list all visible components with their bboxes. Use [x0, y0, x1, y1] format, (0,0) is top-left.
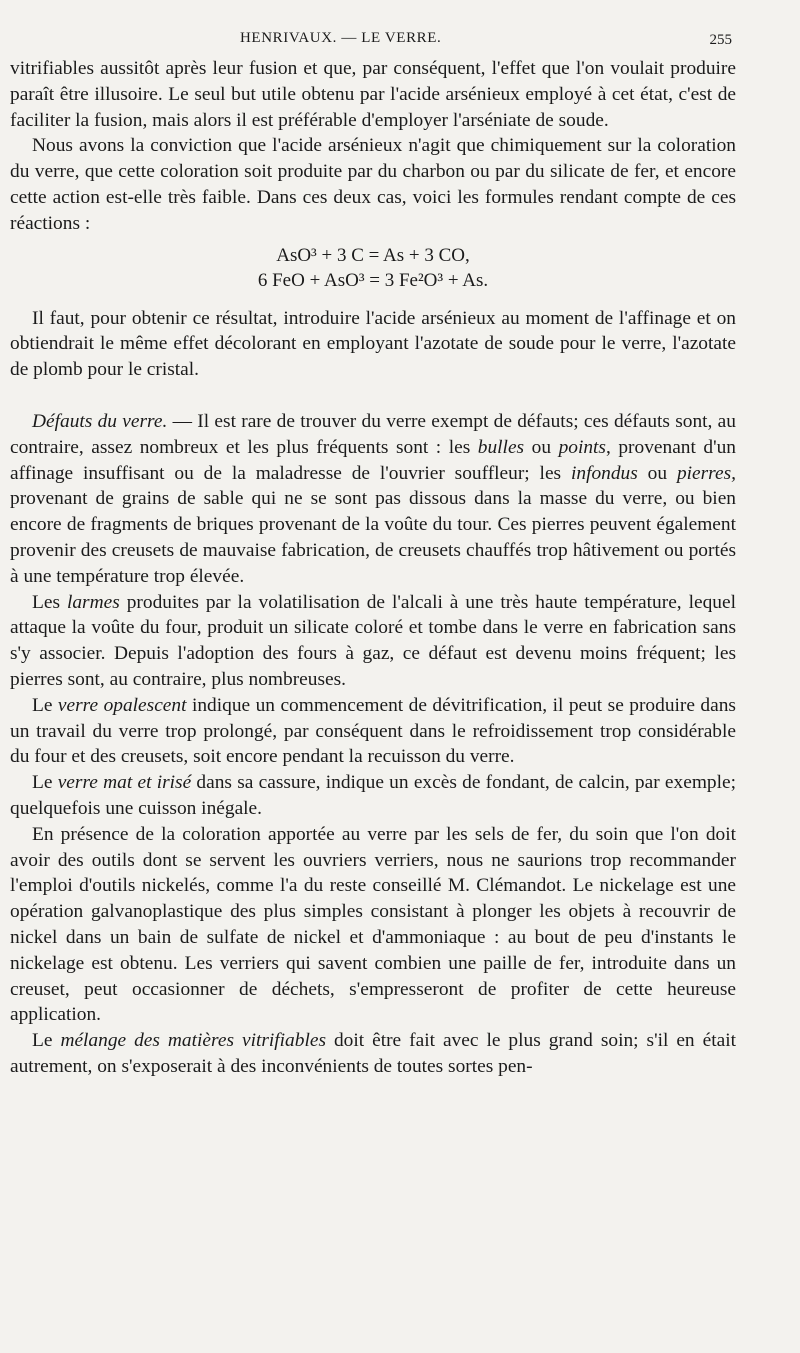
term-points: points — [558, 436, 606, 458]
paragraph-5 — [10, 590, 736, 693]
text-run: Les — [32, 591, 67, 613]
formula-block — [10, 243, 736, 294]
paragraph-6 — [10, 693, 736, 770]
text-run: doit être fait avec le plus grand soin; s'il en était autrement, on s'exposerait à des inconvénients de toutes sortes pen- — [10, 1030, 736, 1077]
text-run: , provenant d'un affinage insuffisant ou de la maladresse de l'ouvrier souffleur; les — [10, 436, 736, 484]
text-run: ou — [637, 462, 677, 484]
text-run: Le — [32, 1030, 61, 1052]
formula-1: AsO³ + 3 C = As + 3 CO, — [276, 244, 470, 266]
paragraph-2: Nous avons la conviction que l'acide arsénieux n'agit que chimiquement sur la coloration du verre, que cette coloration soit produite par du charbon ou par du silicate de fer, et encore cette action est-elle très faible. Dans ces deux cas, voici les formules rendant compte de ces réactions : — [10, 135, 736, 234]
formula-2: 6 FeO + AsO³ = 3 Fe²O³ + As. — [257, 270, 489, 292]
term-larmes: larmes — [66, 591, 120, 613]
paragraph-8: En présence de la coloration apportée au verre par les sels de fer, du soin que l'on doit avoir des outils dont se servent les ouvriers verriers, nous ne saurions trop recommander l'emploi d'outils nickelés, comme l'a du reste conseillé M. Clémandot. Le nickelage est une opération galvanoplastique des plus simples consistant à plonger les objets à recouvrir de nickel dans un bain de sulfate de nickel et d'ammoniaque : au bout de peu d'instants le nickelage est obtenu. Les verriers qui savent combien une paille de fer, introduite dans un creuset, peut occasionner de déchets, s'empresseront de profiter de cette heureuse application. — [10, 823, 736, 1026]
paragraph-7 — [10, 770, 736, 822]
page-number: 255 — [709, 32, 732, 48]
text-run: Le — [32, 694, 58, 716]
paragraph-9 — [10, 1028, 736, 1080]
text-run: indique un commencement de dévitrification, il peut se produire dans un travail du verre trop prolongé, par conséquent dans le refroidissement trop considérable du four et des creusets, soit encore pendant la recuisson du verre. — [10, 694, 736, 768]
page-header — [0, 26, 800, 50]
running-title: HENRIVAUX. — LE VERRE. — [240, 30, 442, 46]
paragraph-1: vitrifiables aussitôt après leur fusion et que, par conséquent, l'effet que l'on voulait produire paraît être illusoire. Le seul but utile obtenu par l'acide arsénieux employé à cet état, c'est de faciliter la fusion, mais alors il est préférable d'employer l'arséniate de soude. — [10, 58, 736, 131]
term-pierres: pierres, — [676, 462, 736, 484]
body-text — [10, 56, 736, 1080]
text-run: provenant de grains de sable qui ne se sont pas dissous dans la masse du verre, ou bien encore de fragments de briques provenant de la voûte du tour. Ces pierres peuvent également provenir des creusets de mauvaise fabrication, de creusets chauffés trop hâtivement ou portés à une température trop élevée. — [10, 488, 736, 587]
text-run: ou — [524, 436, 559, 458]
term-melange: mélange des matières vitrifiables — [60, 1030, 326, 1052]
paragraph-4 — [10, 409, 736, 590]
text-run: produites par la volatilisation de l'alcali à une très haute température, lequel attaque la voûte du four, produit un silicate coloré et tombe dans le verre en fabrication sans s'y associer. Depuis l'adoption des fours à gaz, ce défaut est devenu moins fréquent; les pierres sont, au contraire, plus nombreuses. — [10, 591, 736, 690]
term-bulles: bulles — [477, 436, 525, 458]
term-verre-opalescent: verre opalescent — [57, 694, 187, 716]
section-title-defauts: Défauts du verre. — [32, 410, 168, 432]
paragraph-3: Il faut, pour obtenir ce résultat, introduire l'acide arsénieux au moment de l'affinage et on obtiendrait le même effet décolorant en employant l'azotate de soude pour le verre, l'azotate de plomb pour le cristal. — [10, 307, 736, 381]
term-verre-mat: verre mat et irisé — [57, 772, 192, 794]
text-run: — Il est rare de trouver du verre exempt de défauts; ces défauts sont, au contraire, assez nombreux et les plus fréquents sont : les — [10, 410, 736, 458]
text-run: Le — [32, 772, 58, 794]
term-infondus: infondus — [570, 462, 638, 484]
text-run: dans sa cassure, indique un excès de fondant, de calcin, par exemple; quelquefois une cuisson inégale. — [10, 772, 736, 819]
